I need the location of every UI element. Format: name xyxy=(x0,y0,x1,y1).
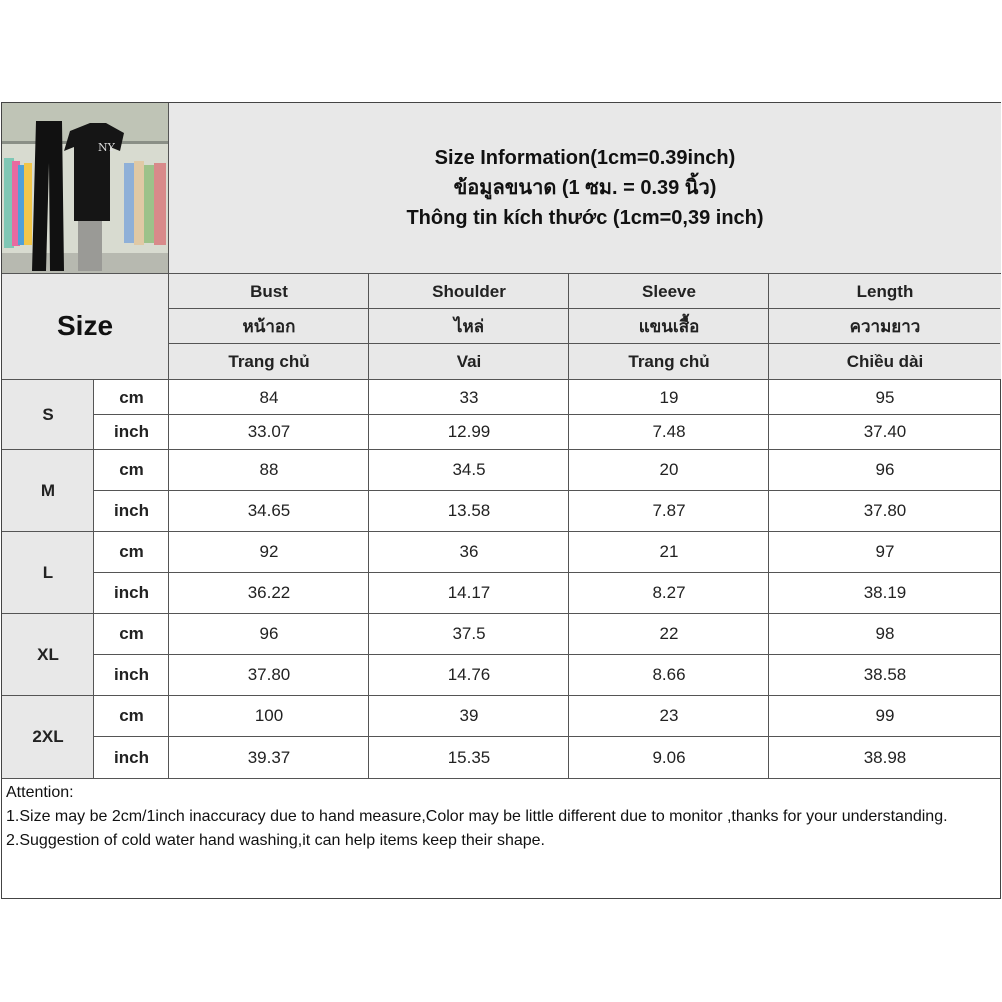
cell-s-inch-bust: 33.07 xyxy=(247,422,291,441)
cell-2xl-inch-sleeve: 9.06 xyxy=(652,747,686,767)
col-header-length-en: Length xyxy=(769,274,1001,309)
size-chart xyxy=(1,102,1001,899)
unit-inch: inch xyxy=(114,747,149,767)
svg-text:NY: NY xyxy=(98,141,115,154)
cell-xl-cm-length: 98 xyxy=(875,624,895,643)
note-item: 2.Suggestion of cold water hand washing,it can help items keep their shape. xyxy=(6,832,545,849)
grid-line xyxy=(93,654,1000,655)
grid-line xyxy=(168,343,1000,344)
cell-l-inch-shoulder: 14.17 xyxy=(447,583,491,602)
grid-line xyxy=(568,273,569,778)
unit-cm: cm xyxy=(119,460,144,479)
size-header: Size xyxy=(2,273,168,379)
grid-line xyxy=(168,308,1000,309)
grid-line xyxy=(2,379,1000,380)
col-header-shoulder-en: Shoulder xyxy=(369,274,569,309)
grid-line xyxy=(93,736,1000,737)
unit-inch: inch xyxy=(114,583,149,602)
cell-2xl-inch-bust: 39.37 xyxy=(247,747,291,767)
unit-cm: cm xyxy=(119,706,144,725)
size-2xl: 2XL xyxy=(2,696,94,778)
col-header-length-th: ความยาว xyxy=(769,309,1001,344)
cell-xl-cm-bust: 96 xyxy=(259,624,279,643)
cell-l-cm-shoulder: 36 xyxy=(459,542,479,561)
unit-cm: cm xyxy=(119,387,144,407)
col-header-shoulder-th: ไหล่ xyxy=(369,309,569,344)
grid-line xyxy=(2,778,1000,779)
cell-xl-inch-length: 38.58 xyxy=(863,665,907,684)
grid-line xyxy=(93,490,1000,491)
cell-s-cm-bust: 84 xyxy=(259,387,279,407)
cell-xl-cm-sleeve: 22 xyxy=(659,624,679,643)
cell-l-inch-sleeve: 8.27 xyxy=(652,583,686,602)
grid-line xyxy=(93,572,1000,573)
note-item: 1.Size may be 2cm/1inch inaccuracy due to hand measure,Color may be little different due to monitor ,thanks for your understanding. xyxy=(6,808,948,825)
cell-xl-inch-shoulder: 14.76 xyxy=(447,665,491,684)
product-photo xyxy=(2,103,168,273)
col-header-bust-en: Bust xyxy=(169,274,369,309)
grid-line xyxy=(2,531,1000,532)
grid-line xyxy=(168,103,169,778)
grid-line xyxy=(93,379,94,778)
cell-m-cm-shoulder: 34.5 xyxy=(452,460,486,479)
size-m: M xyxy=(2,450,94,531)
cell-xl-inch-bust: 37.80 xyxy=(247,665,291,684)
cell-2xl-cm-length: 99 xyxy=(875,706,895,725)
cell-m-inch-shoulder: 13.58 xyxy=(447,501,491,520)
cell-l-cm-length: 97 xyxy=(875,542,895,561)
grid-line xyxy=(768,273,769,778)
col-header-sleeve-vi: Trang chủ xyxy=(569,344,769,379)
cell-s-cm-length: 95 xyxy=(875,387,895,407)
unit-inch: inch xyxy=(114,422,149,441)
col-header-sleeve-th: แขนเสื้อ xyxy=(569,309,769,344)
cell-s-inch-length: 37.40 xyxy=(863,422,907,441)
grid-line xyxy=(2,273,1000,274)
grid-line xyxy=(93,414,1000,415)
title-block xyxy=(169,103,1001,273)
cell-2xl-inch-shoulder: 15.35 xyxy=(447,747,491,767)
title-line-en: Size Information(1cm=0.39inch) xyxy=(434,147,736,169)
cell-m-cm-bust: 88 xyxy=(259,460,279,479)
cell-s-cm-shoulder: 33 xyxy=(459,387,479,407)
cell-2xl-cm-shoulder: 39 xyxy=(459,706,479,725)
cell-m-cm-length: 96 xyxy=(875,460,895,479)
cell-m-cm-sleeve: 20 xyxy=(659,460,679,479)
title-line-th: ข้อมูลขนาด (1 ซม. = 0.39 นิ้ว) xyxy=(453,177,717,199)
grid-line xyxy=(368,273,369,778)
cell-2xl-cm-bust: 100 xyxy=(254,706,284,725)
size-s: S xyxy=(2,380,94,449)
cell-s-cm-sleeve: 19 xyxy=(659,387,679,407)
cell-xl-inch-sleeve: 8.66 xyxy=(652,665,686,684)
cell-l-inch-length: 38.19 xyxy=(863,583,907,602)
col-header-bust-vi: Trang chủ xyxy=(169,344,369,379)
product-photo-image xyxy=(2,103,168,273)
col-header-length-vi: Chiều dài xyxy=(769,344,1001,379)
grid-line xyxy=(2,695,1000,696)
size-l: L xyxy=(2,532,94,613)
col-header-sleeve-en: Sleeve xyxy=(569,274,769,309)
size-xl: XL xyxy=(2,614,94,695)
cell-m-inch-bust: 34.65 xyxy=(247,501,291,520)
grid-line xyxy=(2,613,1000,614)
cell-m-inch-length: 37.80 xyxy=(863,501,907,520)
unit-inch: inch xyxy=(114,501,149,520)
cell-l-cm-sleeve: 21 xyxy=(659,542,679,561)
cell-2xl-cm-sleeve: 23 xyxy=(659,706,679,725)
cell-s-inch-shoulder: 12.99 xyxy=(447,422,491,441)
cell-2xl-inch-length: 38.98 xyxy=(863,747,907,767)
unit-inch: inch xyxy=(114,665,149,684)
cell-l-inch-bust: 36.22 xyxy=(247,583,291,602)
cell-xl-cm-shoulder: 37.5 xyxy=(452,624,486,643)
cell-m-inch-sleeve: 7.87 xyxy=(652,501,686,520)
attention-notes xyxy=(6,781,991,853)
grid-line xyxy=(2,449,1000,450)
notes-heading: Attention: xyxy=(6,784,74,801)
col-header-shoulder-vi: Vai xyxy=(369,344,569,379)
unit-cm: cm xyxy=(119,624,144,643)
cell-l-cm-bust: 92 xyxy=(259,542,279,561)
unit-cm: cm xyxy=(119,542,144,561)
col-header-bust-th: หน้าอก xyxy=(169,309,369,344)
title-line-vi: Thông tin kích thước (1cm=0,39 inch) xyxy=(406,207,764,229)
cell-s-inch-sleeve: 7.48 xyxy=(652,422,686,441)
